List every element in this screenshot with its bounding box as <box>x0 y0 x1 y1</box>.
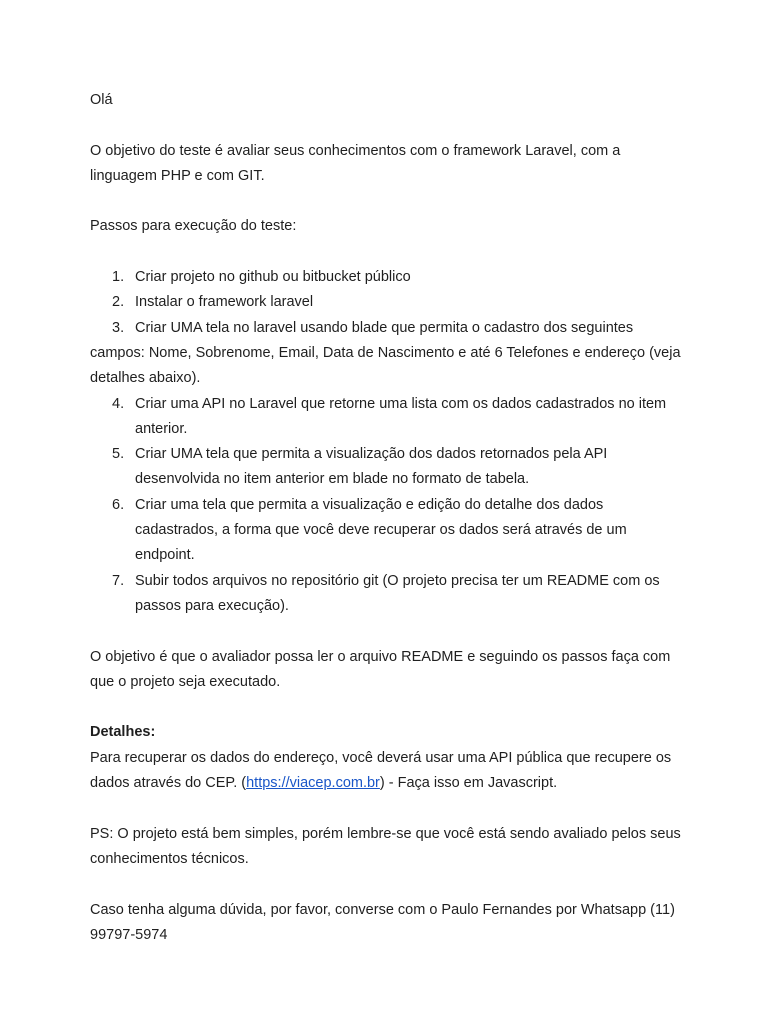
list-item <box>90 316 690 392</box>
list-item <box>90 290 690 315</box>
viacep-link[interactable]: https://viacep.com.br <box>246 775 380 792</box>
step-number: 5. <box>112 446 125 463</box>
steps-list <box>90 265 690 619</box>
step-number: 2. <box>112 294 125 311</box>
step-text: Criar UMA tela que permita a visualização dos dados retornados pela API desenvolvida no item anterior em blade no formato de tabela. <box>135 446 608 488</box>
list-item <box>90 442 690 493</box>
step-text: Instalar o framework laravel <box>135 294 314 311</box>
step-text: Criar UMA tela no laravel usando blade que permita o cadastro dos seguintes campos: Nome, Sobrenome, Email, Data de Nascimento e até 6 Telefones e endereço (veja detalhes abaixo). <box>90 319 681 387</box>
step-number: 7. <box>112 572 125 589</box>
greeting: Olá <box>90 92 113 108</box>
step-text: Criar projeto no github ou bitbucket público <box>135 269 411 286</box>
objective-paragraph: O objetivo é que o avaliador possa ler o arquivo README e seguindo os passos faça com que o projeto seja executado. <box>90 648 671 690</box>
document-page <box>90 88 690 948</box>
steps-heading: Passos para execução do teste: <box>90 218 297 235</box>
step-number: 6. <box>112 496 125 513</box>
step-number: 1. <box>112 269 125 286</box>
step-number: 3. <box>112 319 125 336</box>
list-item <box>90 493 690 569</box>
list-item <box>90 569 690 620</box>
list-item <box>90 392 690 443</box>
step-text: Criar uma API no Laravel que retorne uma lista com os dados cadastrados no item anterior. <box>135 395 667 437</box>
ps-paragraph: PS: O projeto está bem simples, porém lembre-se que você está sendo avaliado pelos seus conhecimentos técnicos. <box>90 825 681 867</box>
intro-paragraph: O objetivo do teste é avaliar seus conhecimentos com o framework Laravel, com a linguagem PHP e com GIT. <box>90 142 621 184</box>
list-item <box>90 265 690 290</box>
step-text: Criar uma tela que permita a visualização e edição do detalhe dos dados cadastrados, a forma que você deve recuperar os dados será através de um endpoint. <box>135 496 627 564</box>
step-number: 4. <box>112 395 125 412</box>
details-text-before: Para recuperar os dados do endereço, você deverá usar uma API pública que recupere os dados através do CEP. ( <box>90 749 672 792</box>
details-heading: Detalhes: <box>90 724 156 741</box>
step-text: Subir todos arquivos no repositório git (O projeto precisa ter um README com os passos para execução). <box>135 572 660 614</box>
details-text-after: ) - Faça isso em Javascript. <box>379 775 558 792</box>
contact-paragraph: Caso tenha alguma dúvida, por favor, converse com o Paulo Fernandes por Whatsapp (11) 99797-5974 <box>90 901 675 943</box>
details-paragraph <box>90 746 690 797</box>
